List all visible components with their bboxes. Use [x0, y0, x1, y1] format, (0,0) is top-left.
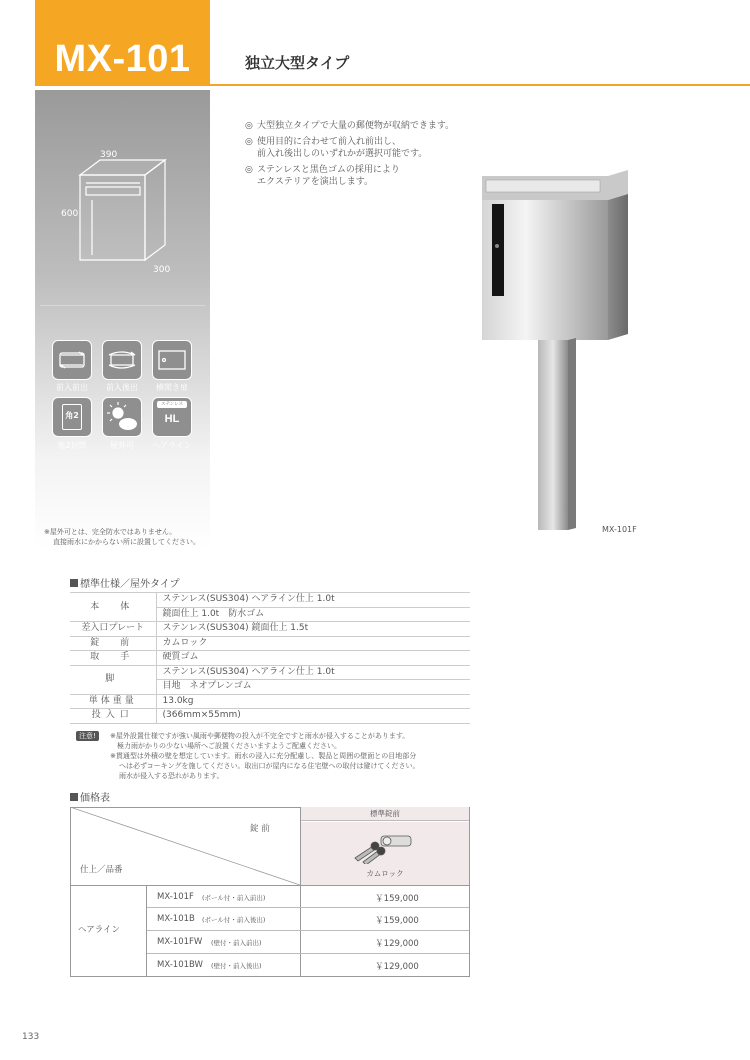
model-price: ￥129,000	[375, 939, 419, 949]
hairline-stainless-icon	[152, 397, 192, 437]
finish-label: ヘアライン	[78, 925, 120, 935]
stainless-tag: ステンレス	[157, 401, 187, 408]
outdoor-sun-rain-icon	[102, 397, 142, 437]
table-row	[70, 709, 470, 724]
front-in-front-out-icon	[52, 340, 92, 380]
feature-label: 前入前出	[56, 383, 88, 392]
cam-lock-icon	[351, 830, 417, 864]
hl-text: HL	[164, 413, 180, 425]
dimension-diagram	[60, 145, 180, 265]
spec-value: 鏡面仕上 1.0t 防水ゴム	[156, 607, 470, 622]
page-header	[0, 0, 750, 86]
table-row	[70, 636, 470, 651]
product-caption: MX-101F	[602, 525, 637, 534]
front-in-back-out-icon	[102, 340, 142, 380]
model-note: (壁付・前入後出)	[211, 962, 262, 970]
spec-value: ステンレス(SUS304) ヘアライン仕上 1.0t	[156, 665, 470, 680]
feature-label: 前入後出	[106, 383, 138, 392]
spec-value: 目地 ネオプレンゴム	[156, 680, 470, 695]
model-note: (ポール付・前入前出)	[202, 894, 266, 902]
table-row	[70, 665, 470, 680]
lock-cell	[301, 822, 469, 885]
bullet-item	[245, 120, 454, 133]
spec-value: ステンレス(SUS304) 鏡面仕上 1.5t	[156, 622, 470, 637]
model-code: MX-101BW	[157, 960, 203, 970]
feature-bullets	[245, 120, 454, 192]
lock-name: カムロック	[366, 869, 404, 878]
model-price: ￥159,000	[375, 916, 419, 926]
spec-title	[70, 575, 180, 590]
bullet-item	[245, 136, 454, 161]
spec-value: (366mm×55mm)	[156, 709, 470, 724]
spec-key: 取 手	[70, 651, 156, 666]
model-code: MX-101F	[157, 892, 194, 902]
model-code: MX-101FW	[157, 937, 203, 947]
bullet-line: エクステリアを演出します。	[257, 177, 374, 187]
table-row	[147, 931, 469, 954]
dim-width: 390	[100, 150, 118, 160]
table-row	[147, 954, 469, 976]
side-open-door-icon	[152, 340, 192, 380]
kaku2-text: 角2	[65, 411, 79, 420]
model-price: ￥159,000	[375, 894, 419, 904]
panel-divider	[40, 305, 205, 306]
note-line: ※屋外可とは、完全防水ではありません。	[44, 528, 177, 536]
model-price: ￥129,000	[375, 962, 419, 972]
price-title	[70, 789, 110, 804]
envelope-kaku2-icon	[52, 397, 92, 437]
table-row	[70, 694, 470, 709]
caution-line: 雨水が侵入する恐れがあります。	[119, 772, 224, 780]
bullet-line: ◎ 大型独立タイプで大量の郵便物が収納できます。	[257, 121, 455, 131]
spec-key: 本 体	[70, 593, 156, 622]
header-model: 仕上／品番	[80, 865, 123, 875]
bullet-item	[245, 164, 454, 189]
spec-value: 硬質ゴム	[156, 651, 470, 666]
caution-note	[76, 731, 420, 780]
model-note: (ポール付・前入後出)	[202, 916, 266, 924]
page-number: 133	[22, 1032, 40, 1042]
spec-key: 投入口	[70, 709, 156, 724]
header-lock: 錠 前	[250, 824, 270, 834]
page-subtitle: 独立大型タイプ	[245, 54, 350, 72]
spec-value: ステンレス(SUS304) ヘアライン仕上 1.0t	[156, 593, 470, 608]
feature-label: 角2封筒	[57, 441, 87, 450]
product-image	[480, 170, 640, 535]
caution-line: 極力雨がかりの少ない場所へご設置くださいますようご配慮ください。	[110, 742, 341, 750]
caution-line: ※屋外設置仕様ですが強い風雨や郵便物の投入が不完全ですと雨水が侵入することがあります。	[110, 732, 410, 740]
bullet-line: ◎ 使用目的に合わせて前入れ前出し、	[257, 136, 402, 147]
table-row	[147, 886, 469, 908]
outdoor-note	[44, 527, 200, 547]
table-row	[70, 622, 470, 637]
dim-depth: 300	[153, 265, 171, 275]
table-row	[70, 651, 470, 666]
feature-label: 横開き扉	[156, 383, 188, 392]
spec-value: 13.0kg	[156, 694, 470, 709]
spec-key: 錠 前	[70, 636, 156, 651]
price-title-text: 価格表	[80, 793, 110, 804]
bullet-line: ◎ ステンレスと黒色ゴムの採用により	[257, 164, 400, 175]
price-table	[70, 807, 470, 977]
model-note: (壁付・前入前出)	[211, 939, 262, 947]
spec-key: 単体重量	[70, 694, 156, 709]
spec-value: カムロック	[156, 636, 470, 651]
bullet-line: 前入れ後出しのいずれかが選択可能です。	[257, 149, 428, 159]
feature-label: ヘアライン	[152, 441, 192, 450]
model-code: MX-101B	[157, 914, 195, 924]
model-banner	[35, 0, 210, 86]
note-line: 直接雨水にかからない所に設置してください。	[53, 538, 200, 546]
feature-label: 屋外可	[110, 441, 134, 450]
spec-title-text: 標準仕様／屋外タイプ	[80, 579, 180, 590]
spec-key: 脚	[70, 665, 156, 694]
caution-line: へは必ずコーキングを施してください。取出口が屋内になる住宅壁への取付は避けてください。	[119, 762, 420, 770]
spec-key: 差入口プレート	[70, 622, 156, 637]
spec-table	[70, 592, 470, 724]
header-std: 標準錠前	[301, 807, 469, 821]
header-rule	[210, 84, 750, 86]
model-title: MX-101	[54, 38, 191, 80]
caution-line: ※貫通型は外積の壁を想定しています。雨水の浸入に充分配慮し、製品と周囲の壁面との目地部分	[110, 752, 417, 760]
table-row	[147, 908, 469, 931]
table-row	[70, 593, 470, 608]
caution-tag: 注意!	[76, 731, 99, 741]
dim-height: 600	[61, 209, 79, 219]
